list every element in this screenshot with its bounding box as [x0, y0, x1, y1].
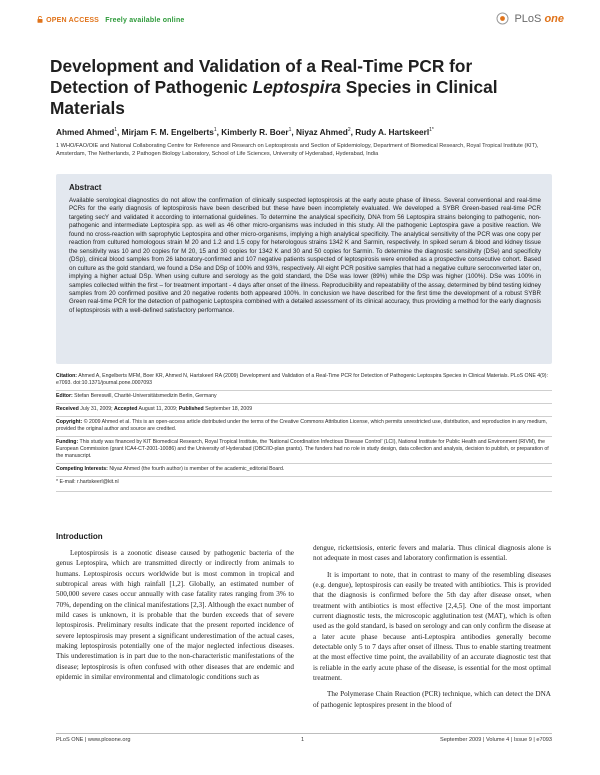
received-label: Received [56, 406, 79, 412]
competing-label: Competing Interests: [56, 466, 108, 472]
intro-paragraph-1: Leptospirosis is a zoonotic disease caused by pathogenic bacteria of the genus Leptospira, which are transmitted directly or indirectly from animals to humans. Leptospirosis occurs worldwide but is most common in tropical and subtropical areas with high rainfall [1,2]. Globally, an estimated number of 500,000 severe cases occur annually with case fatality rates ranging from 3% to 70%, depending on the clinical manifestations [2,3]. Although the exact number of mild cases is unknown, it is probable that the burden exceeds that of severe leptospirosis. Preliminary results indicate that the present reported incidence of severe leptospirosis may present a significant underestimation of the actual cases, making leptospirosis potentially one of the major neglected infectious diseases. This underestimation is in part due to the non-characteristic manifestations of the disease; leptospirosis is often confused with other diseases that are endemic and epidemic in similar environmental and climatologic conditions such as [56, 549, 294, 682]
author-affil: 2 [347, 127, 351, 134]
citation-block [56, 373, 552, 387]
logo-plos-text: PLoS [514, 13, 542, 25]
author-name: Mirjam F. M. Engelberts [121, 127, 214, 137]
author-affil: 1 [288, 127, 292, 134]
title-line-1: Development and Validation of a Real-Time PCR for [50, 56, 473, 76]
plos-one-logo [496, 12, 564, 25]
plos-sun-icon [496, 12, 509, 25]
editor-label: Editor: [56, 393, 73, 399]
logo-one-text: one [544, 13, 564, 25]
author-list: Ahmed Ahmed$^1$, Mirjam F. M. Engelberts$^1$, Kimberly R. Boer$^1$, Niyaz Ahmed$^2$, Rudy A. Hartskeerl$^{1*}$ [56, 127, 434, 137]
footer-issue: September 2009 | Volume 4 | Issue 9 | e7093 [440, 737, 552, 743]
divider [56, 416, 552, 417]
intro-paragraph-continued: dengue, rickettsiosis, enteric fevers and malaria. Thus clinical diagnosis alone is not adequate in most cases and laboratory confirmation is essential. [313, 544, 551, 563]
editor-text: Stefan Bereswill, Charité-Universitätsmedizin Berlin, Germany [74, 393, 217, 399]
editor-block [56, 393, 552, 400]
footer-page-number: 1 [301, 737, 305, 743]
author-name: Niyaz Ahmed [296, 127, 348, 137]
funding-label: Funding: [56, 439, 79, 445]
intro-paragraph-2: It is important to note, that in contrast to many of the resembling diseases (e.g. dengue), leptospirosis can easily be treated with antibiotics. This is provided that the diagnosis is confirmed before the 5th day after disease onset, when treatment with antibiotics is most effective [2,4,5]. One of the most important current diagnostic tests, the microscopic agglutination test (MAT), which is often used as the gold standard, is based on serology and can only confirm the disease at a later acute phase because anti-Leptospira antibodies generally become detectable only 5 to 7 days after onset of illness. Thus to enable starting treatment at the most effective time point, the availability of an accurate diagnostic test that is reliable in the early acute phase of the disease, is essential for the most optimal treatment. [313, 570, 551, 683]
corresponding-email: * E-mail: r.hartskeerl@kit.nl [56, 479, 119, 485]
competing-text: Niyaz Ahmed (the fourth author) is member of the academic_editorial Board. [109, 466, 285, 472]
affiliations: 1 WHO/FAO/OIE and National Collaborating Centre for Reference and Research on Leptospirosis and Section of Epidemiology, Department of Biomedical Research, Royal Tropical Institute (KIT), Amsterdam, The Netherlands, 2 Pathogen Biology Laboratory, School of Life Sciences, University of Hyderabad, Hyderabad, India [56, 143, 539, 158]
introduction-heading: Introduction [56, 532, 103, 541]
divider [56, 491, 552, 492]
copyright-text: © 2009 Ahmed et al. This is an open-access article distributed under the terms of the Creative Commons Attribution License, which permits unrestricted use, distribution, and reproduction in any medium, provided the original author and source are credited. [56, 419, 548, 433]
divider [56, 436, 552, 437]
title-genus: Leptospira [252, 77, 341, 97]
title-line-2-post: Species in Clinical [340, 77, 498, 97]
published-label: Published [178, 406, 204, 412]
accepted-label: Accepted [114, 406, 138, 412]
copyright-block [56, 419, 552, 433]
competing-interests-block [56, 466, 552, 473]
funding-text: This study was financed by KIT Biomedical Research, Royal Tropical Institute, the 'National Coordination Infectious Disease Control' (LCI), National Institute for Public Health and Environment (RIVM), the European Commission (grant ICA4-CT-2001-10086) and the University of Hyderabad (OBC/IO-plan grants). The funders had no role in study design, data collection and analysis, decision to publish, or preparation of the manuscript. [56, 439, 549, 460]
dates-block [56, 406, 552, 413]
abstract-text: Available serological diagnostics do not allow the confirmation of clinically suspected leptospirosis at the early acute phase of illness. Several conventional and real-time PCRs for the early diagnosis of leptospirosis have been described but these have been incompletely evaluated. We developed a SYBR Green-based real-time PCR targeting secY and validated it according to international guidelines. To determine the analytical specificity, DNA from 56 Leptospira strains belonging to pathogenic, non-pathogenic and intermediate Leptospira spp. as well as 46 other micro-organisms was included in this study. All the pathogenic Leptospira gave a positive reaction. We found no cross-reaction with saprophytic Leptospira and other micro-organisms, implying a high analytical specificity. The analytical sensitivity of the PCR was one copy per reaction from cultured homologous strain M 20 and 1.2 and 1.5 copy for heterologous strains 1342 K and Sarmin, respectively. In spiked serum & blood and kidney tissue the sensitivity was 10 and 20 copies for M 20, 15 and 30 copies for 1342 K and 30 and 50 copies for Sarmin. To determine the diagnostic sensitivity (DSe) and specificity (DSp), clinical blood samples from 26 laboratory-confirmed and 107 negative patients suspected of leptospirosis were enrolled as a prospective consecutive cohort. Based on culture as the gold standard, we found a DSe and DSp of 100% and 93%, respectively. All eight PCR positive samples that had a negative culture seroconverted later on, implying a higher actual DSp. When using culture and serology as the gold standard, the DSe was lower (89%) while the DSp was higher (100%). DSe was 100% in samples collected within the first – for treatment important - 4 days after onset of the illness. Reproducibility and repeatability of the assay, determined by blind testing kidney samples from 20 confirmed positive and 20 negative rodents both appeared 100%. In conclusion we have described for the first time the development of a robust SYBR Green real-time PCR for the detection of pathogenic Leptospira combined with a detailed assessment of its clinical accuracy, thus providing a method for the early diagnosis of leptospirosis with a well-defined satisfactory performance. [69, 197, 541, 314]
funding-block [56, 439, 552, 461]
open-access-label: OPEN ACCESS [46, 17, 100, 24]
citation-text: Ahmed A, Engelberts MFM, Boer KR, Ahmed N, Hartskeerl RA (2009) Development and Validation of a Real-Time PCR for Detection of Pathogenic Leptospira Species in Clinical Materials. PLoS ONE 4(9): e7093. doi:10.1371/journal.pone.0007093 [56, 373, 548, 387]
article-title [50, 56, 560, 119]
divider [56, 390, 552, 391]
abstract-heading: Abstract [69, 183, 102, 192]
author-name: Ahmed Ahmed [56, 127, 115, 137]
open-access-banner [36, 16, 185, 24]
footer-divider [56, 733, 552, 734]
divider [56, 476, 552, 477]
copyright-label: Copyright: [56, 419, 83, 425]
divider [56, 403, 552, 404]
footer-journal: PLoS ONE | www.plosone.org [56, 737, 131, 743]
title-line-2-pre: Detection of Pathogenic [50, 77, 253, 97]
author-affil: 1 [213, 127, 217, 134]
title-line-3: Materials [50, 98, 125, 118]
received-date: July 31, 2009; [80, 406, 113, 412]
accepted-date: August 11, 2009; [138, 406, 178, 412]
journal-header [36, 12, 564, 34]
author-affil: 1 [114, 127, 118, 134]
divider [56, 463, 552, 464]
body-column-left [56, 548, 294, 682]
abstract-box [56, 174, 552, 364]
author-name: Kimberly R. Boer [221, 127, 289, 137]
body-column-right [313, 543, 551, 710]
open-lock-icon [37, 16, 43, 23]
author-name: Rudy A. Hartskeerl [355, 127, 430, 137]
citation-label: Citation: [56, 373, 78, 379]
freely-available-label: Freely available online [105, 17, 185, 24]
intro-paragraph-3: The Polymerase Chain Reaction (PCR) technique, which can detect the DNA of pathogenic leptospires present in the blood of [313, 690, 551, 709]
published-date: September 18, 2009 [205, 406, 253, 412]
email-block [56, 479, 552, 486]
author-affil: 1* [429, 127, 434, 134]
